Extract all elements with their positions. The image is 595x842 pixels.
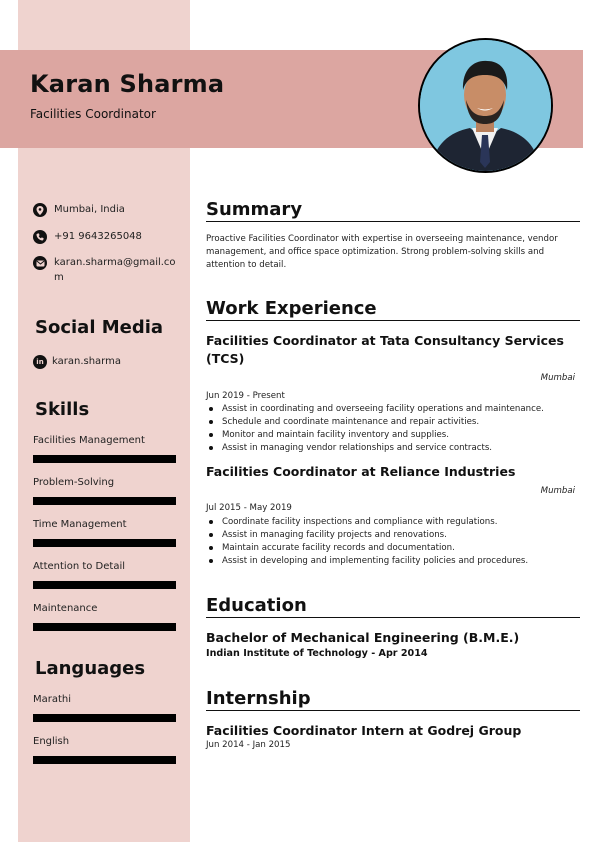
work-experience-heading: Work Experience xyxy=(206,298,580,321)
contact-email[interactable] xyxy=(33,255,179,285)
internship-dates: Jun 2014 - Jan 2015 xyxy=(206,740,291,750)
social-linkedin[interactable] xyxy=(33,354,177,369)
language-label: Marathi xyxy=(33,694,72,705)
list-item: Assist in managing facility projects and renovations. xyxy=(206,529,580,542)
phone-icon xyxy=(33,230,47,244)
job-location: Mumbai xyxy=(540,373,575,383)
job-bullets xyxy=(206,403,580,455)
education-degree: Bachelor of Mechanical Engineering (B.M.E.) xyxy=(206,630,520,645)
list-item: Schedule and coordinate maintenance and repair activities. xyxy=(206,416,580,429)
language-label: English xyxy=(33,736,70,747)
skill-label: Maintenance xyxy=(33,603,98,614)
internship-heading: Internship xyxy=(206,688,580,711)
job-dates: Jun 2019 - Present xyxy=(206,391,285,401)
education-heading: Education xyxy=(206,595,580,618)
contact-location xyxy=(33,202,179,217)
skill-bar xyxy=(33,539,176,547)
languages-heading: Languages xyxy=(35,658,146,679)
contact-location-text: Mumbai, India xyxy=(54,204,125,215)
skill-bar xyxy=(33,497,176,505)
linkedin-icon: in xyxy=(33,355,47,369)
social-media-heading: Social Media xyxy=(35,317,164,338)
email-icon xyxy=(33,256,47,270)
skill-bar xyxy=(33,623,176,631)
candidate-name: Karan Sharma xyxy=(30,70,225,98)
list-item: Monitor and maintain facility inventory and supplies. xyxy=(206,429,580,442)
list-item: Assist in managing vendor relationships and service contracts. xyxy=(206,442,580,455)
education-school: Indian Institute of Technology - Apr 2014 xyxy=(206,648,428,659)
language-bar xyxy=(33,714,176,722)
skill-label: Attention to Detail xyxy=(33,561,126,572)
contact-phone-text: +91 9643265048 xyxy=(54,231,142,242)
skills-heading: Skills xyxy=(35,399,90,420)
job-title: Facilities Coordinator at Tata Consultancy Services (TCS) xyxy=(206,333,564,366)
language-bar xyxy=(33,756,176,764)
summary-text: Proactive Facilities Coordinator with expertise in overseeing maintenance, vendor management, and office space optimization. Strong problem-solving skills and attention to detail. xyxy=(206,234,558,270)
job-title: Facilities Coordinator at Reliance Industries xyxy=(206,464,516,479)
list-item: Assist in developing and implementing facility policies and procedures. xyxy=(206,555,580,568)
job-location: Mumbai xyxy=(540,486,575,496)
candidate-title: Facilities Coordinator xyxy=(30,107,156,121)
list-item: Assist in coordinating and overseeing facility operations and maintenance. xyxy=(206,403,580,416)
list-item: Maintain accurate facility records and documentation. xyxy=(206,542,580,555)
profile-photo xyxy=(418,38,553,173)
skill-bar xyxy=(33,581,176,589)
location-pin-icon xyxy=(33,203,47,217)
summary-heading: Summary xyxy=(206,199,580,222)
skill-label: Facilities Management xyxy=(33,435,145,446)
skill-label: Time Management xyxy=(33,519,127,530)
skill-bar xyxy=(33,455,176,463)
job-dates: Jul 2015 - May 2019 xyxy=(206,503,292,513)
skill-label: Problem-Solving xyxy=(33,477,115,488)
linkedin-handle[interactable]: karan.sharma xyxy=(52,356,121,367)
list-item: Coordinate facility inspections and compliance with regulations. xyxy=(206,516,580,529)
internship-title: Facilities Coordinator Intern at Godrej Group xyxy=(206,723,522,738)
contact-phone xyxy=(33,229,179,244)
job-bullets xyxy=(206,516,580,568)
contact-email-text[interactable]: karan.sharma@gmail.com xyxy=(54,257,176,283)
